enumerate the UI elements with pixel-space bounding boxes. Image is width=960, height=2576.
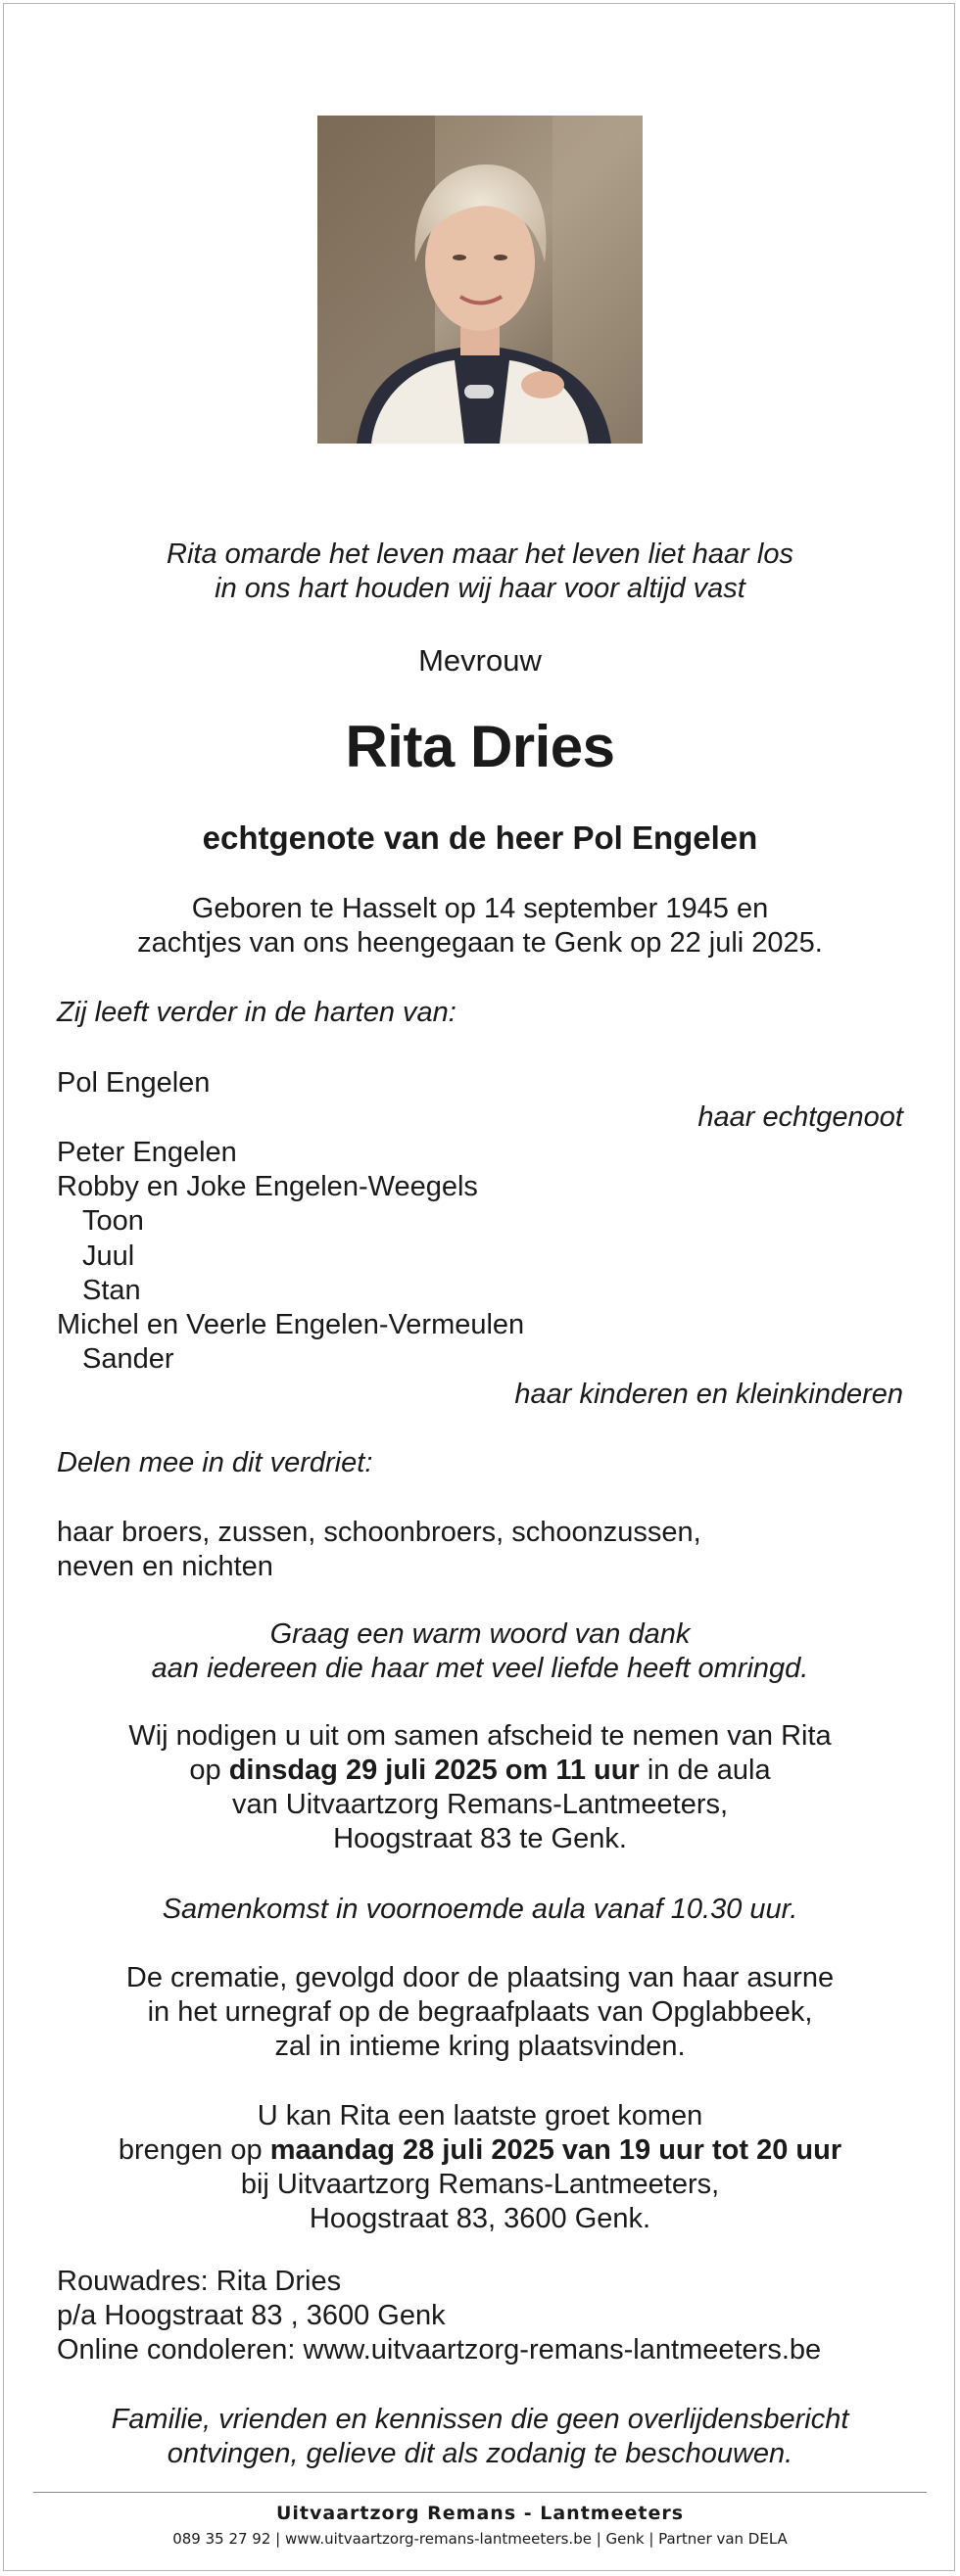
child-name: Michel en Veerle Engelen-Vermeulen xyxy=(57,1309,525,1340)
farewell-line-3: van Uitvaartzorg Remans-Lantmeeters, xyxy=(231,1789,729,1820)
farewell-line-1: Wij nodigen u uit om samen afscheid te nemen van Rita xyxy=(128,1720,832,1752)
cremation-line-1: De crematie, gevolgd door de plaatsing van haar asurne xyxy=(125,1962,835,1993)
honorific: Mevrouw xyxy=(418,643,542,678)
farewell-datetime: dinsdag 29 juli 2025 om 11 uur xyxy=(228,1755,640,1786)
portrait-photo xyxy=(317,116,643,444)
footer-company: Uitvaartzorg Remans - Lantmeeters xyxy=(275,2503,685,2524)
birth-line-1: Geboren te Hasselt op 14 september 1945 en xyxy=(191,893,769,924)
address-line-1: Rouwadres: Rita Dries xyxy=(57,2266,342,2297)
children-relation: haar kinderen en kleinkinderen xyxy=(514,1379,903,1410)
grandchild-name: Toon xyxy=(82,1205,144,1237)
grandchild-name: Stan xyxy=(82,1275,141,1306)
grandchild-name: Sander xyxy=(82,1343,174,1375)
family-line-2: neven en nichten xyxy=(57,1551,273,1582)
husband-relation: haar echtgenoot xyxy=(697,1101,903,1133)
quote-line-2: in ons hart houden wij haar voor altijd vast xyxy=(215,573,745,604)
notice-line-2: ontvingen, gelieve dit als zodanig te beschouwen. xyxy=(167,2438,793,2469)
footer-divider xyxy=(33,2492,927,2493)
spouse-line: echtgenote van de heer Pol Engelen xyxy=(202,820,758,856)
deceased-name: Rita Dries xyxy=(345,714,615,779)
family-line-1: haar broers, zussen, schoonbroers, schoonzussen, xyxy=(57,1517,701,1548)
visit-line-3: bij Uitvaartzorg Remans-Lantmeeters, xyxy=(240,2169,720,2200)
thanks-line-1: Graag een warm woord van dank xyxy=(269,1618,691,1650)
footer-details: 089 35 27 92 | www.uitvaartzorg-remans-lantmeeters.be | Genk | Partner van DELA xyxy=(172,2530,788,2548)
child-name: Robby en Joke Engelen-Weegels xyxy=(57,1171,478,1202)
visit-line-4: Hoogstraat 83, 3600 Genk. xyxy=(309,2203,651,2234)
cremation-line-3: zal in intieme kring plaatsvinden. xyxy=(274,2031,686,2062)
share-intro: Delen mee in dit verdriet: xyxy=(57,1447,373,1478)
farewell-suffix: in de aula xyxy=(639,1755,771,1786)
farewell-prefix: op xyxy=(189,1755,229,1786)
address-line-2: p/a Hoogstraat 83 , 3600 Genk xyxy=(57,2300,446,2331)
child-name: Peter Engelen xyxy=(57,1137,237,1168)
notice-line-1: Familie, vrienden en kennissen die geen overlijdensbericht xyxy=(111,2404,849,2435)
visit-datetime: maandag 28 juli 2025 van 19 uur tot 20 uur xyxy=(269,2134,842,2166)
visit-line-2 xyxy=(0,2133,960,2168)
survivors-intro: Zij leeft verder in de harten van: xyxy=(57,997,456,1028)
gathering-line: Samenkomst in voornoemde aula vanaf 10.30 uur. xyxy=(162,1894,798,1925)
husband-name: Pol Engelen xyxy=(57,1067,211,1099)
farewell-line-4: Hoogstraat 83 te Genk. xyxy=(333,1823,627,1854)
grandchild-name: Juul xyxy=(82,1241,135,1272)
cremation-line-2: in het urnegraf op de begraafplaats van Opglabbeek, xyxy=(147,1996,813,2028)
quote-line-1: Rita omarde het leven maar het leven liet haar los xyxy=(167,539,793,570)
thanks-line-2: aan iedereen die haar met veel liefde heeft omringd. xyxy=(151,1653,809,1684)
birth-line-2: zachtjes van ons heengegaan te Genk op 22 juli 2025. xyxy=(137,927,823,959)
online-condolences: Online condoleren: www.uitvaartzorg-remans-lantmeeters.be xyxy=(57,2334,822,2365)
visit-prefix: brengen op xyxy=(118,2134,270,2166)
visit-line-1: U kan Rita een laatste groet komen xyxy=(257,2100,703,2131)
farewell-line-2 xyxy=(0,1754,960,1788)
